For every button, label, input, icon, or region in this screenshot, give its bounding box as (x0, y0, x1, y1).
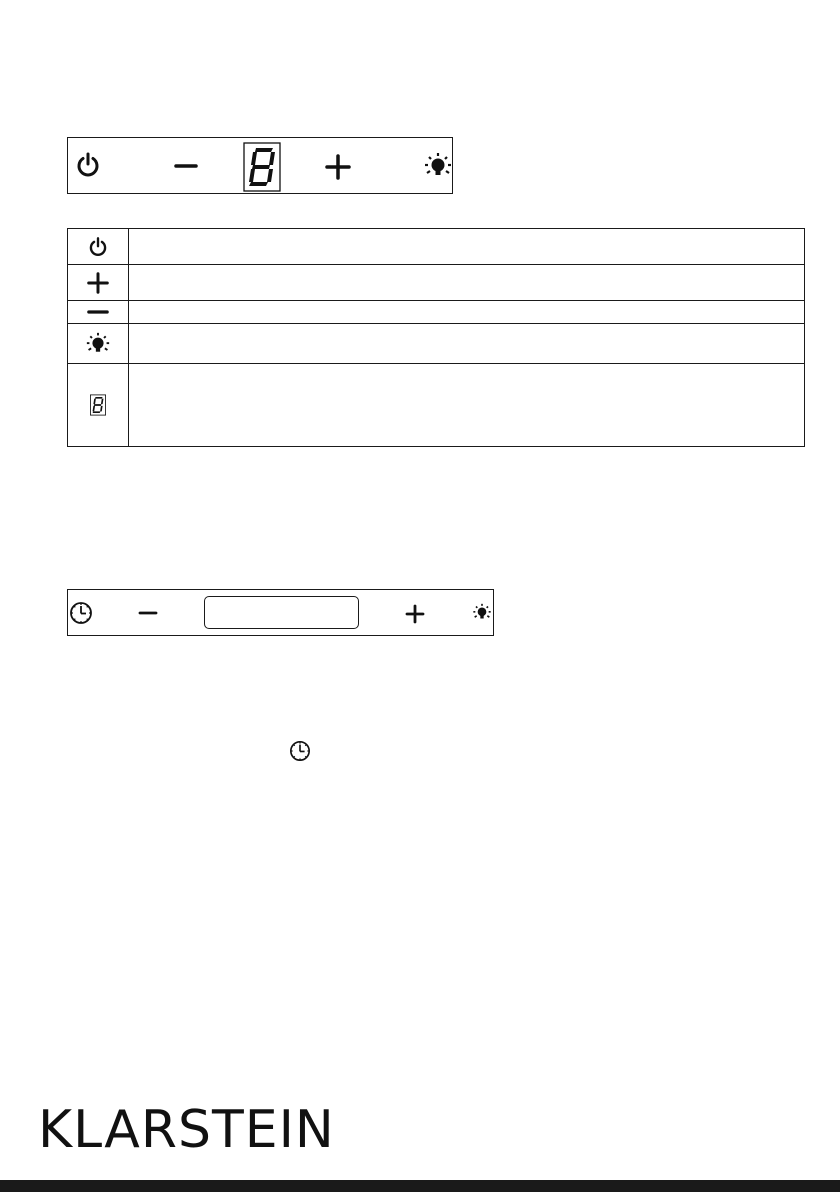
legend-row-power (68, 229, 805, 265)
legend-row-minus (68, 301, 805, 324)
seven-segment-display (243, 142, 281, 192)
legend-table (67, 228, 805, 447)
brand-logo: KLARSTEIN (38, 1100, 335, 1160)
plus-icon[interactable] (405, 604, 425, 624)
plus-icon[interactable] (325, 154, 351, 180)
power-icon (68, 236, 128, 258)
clock-icon (289, 740, 311, 762)
light-bulb-icon (68, 332, 128, 356)
plus-icon (68, 272, 128, 294)
minus-icon[interactable] (174, 162, 198, 170)
legend-row-light (68, 324, 805, 364)
control-panel-1 (67, 137, 453, 194)
legend-row-display (68, 364, 805, 447)
light-bulb-icon[interactable] (423, 152, 453, 180)
light-bulb-icon[interactable] (472, 603, 492, 622)
legend-description (129, 364, 805, 447)
legend-description (129, 301, 805, 324)
minus-icon (68, 308, 128, 316)
seven-segment-display-icon (68, 393, 128, 417)
power-icon[interactable] (74, 151, 102, 179)
legend-description (129, 265, 805, 301)
legend-row-plus (68, 265, 805, 301)
control-panel-2 (67, 589, 494, 636)
legend-description (129, 229, 805, 265)
minus-icon[interactable] (138, 610, 158, 616)
display-window (204, 596, 359, 629)
clock-icon[interactable] (69, 601, 93, 625)
footer-bar (0, 1180, 840, 1192)
legend-description (129, 324, 805, 364)
